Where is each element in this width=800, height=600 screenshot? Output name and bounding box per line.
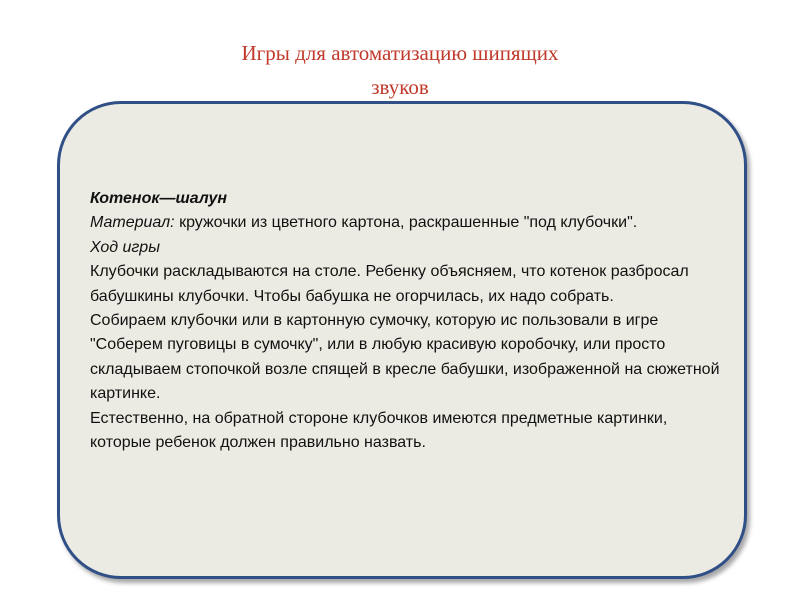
slide-title xyxy=(150,36,650,104)
paragraph-3: Естественно, на обратной стороне клубочков имеются предметные картинки, которые ребенок должен правильно назвать. xyxy=(90,409,668,452)
content-card xyxy=(57,101,747,579)
paragraph-1: Клубочки раскладываются на столе. Ребенку объясняем, что котенок разбросал бабушкины клубочки. Чтобы бабушка не огорчилась, их надо собрать. xyxy=(90,263,689,305)
material-label: Материал: xyxy=(90,214,175,232)
slide-title-line-1: Игры для автоматизацию шипящих xyxy=(241,41,559,65)
material-text: кружочки из цветного картона, раскрашенные "под клубочки". xyxy=(174,214,638,232)
procedure-label: Ход игры xyxy=(90,238,160,256)
paragraph-2: Собираем клубочки или в картонную сумочку, которую ис пользовали в игре "Соберем пуговицы в сумочку", или в любую красивую коробочку, или просто складываем стопочкой возле спящей в кресле бабушки, изображенной на сюжетной картинке. xyxy=(90,312,720,403)
game-name: Котенок—шалун xyxy=(90,190,228,207)
card-text xyxy=(90,187,725,455)
slide-title-line-2: звуков xyxy=(371,75,429,99)
material-line xyxy=(90,211,725,235)
